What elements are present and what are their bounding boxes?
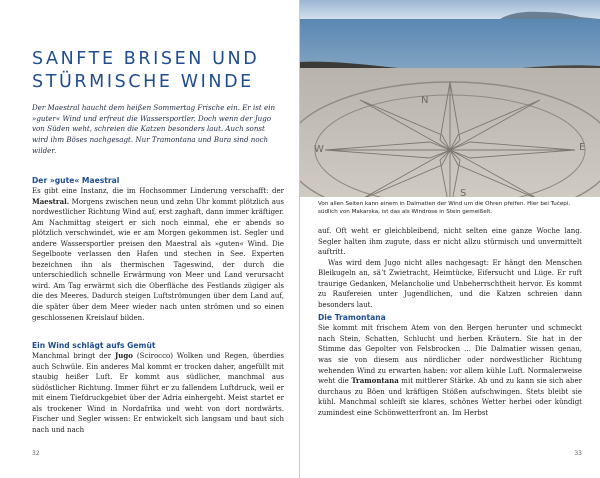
section-heading-maestral: Der »gute« Maestral: [32, 176, 120, 185]
photo-illustration: [300, 0, 600, 197]
section-body-jugo: [32, 351, 284, 435]
paragraph-jugo-sayings: Was wird dem Jugo nicht alles nachgesagt: Er hängt den Menschen Bleikugeln an, säʼt Zwietracht, Heimtücke, Eifersucht und Lüge. Er ruft traurige Gedanken, Melancholie und Unbeherrschtheit hervor. Es kommt zu Raufereien unter Jugendlichen, und die Katzen schreien dann besonders laut.: [318, 258, 582, 309]
photo-caption: Von allen Seiten kann einem in Dalmatien der Wind um die Ohren pfeifen. Hier bei Tučepi, südlich von Makarska, ist das als Windrose in Stein gemeißelt.: [318, 201, 571, 215]
compass-letter: E: [579, 142, 586, 153]
body-text: Es gibt eine Instanz, die im Hochsommer Linderung verschafft: der: [32, 187, 284, 195]
compass-letter: W: [314, 144, 324, 155]
keyword-jugo: Jugo: [115, 351, 133, 360]
page-number-left: 32: [32, 450, 40, 457]
paragraph-jugo-cont: auf. Oft weht er gleichbleibend, nicht selten eine ganze Woche lang. Segler halten ihm zugute, dass er nicht allzu stürmisch und unvermittelt auftritt.: [318, 227, 582, 257]
lead-paragraph: Der Maestral haucht dem heißen Sommertag Frische ein. Er ist ein »guter« Wind und erfreut die Wassersportler. Doch wenn der Jugo von Süden weht, schreien die Katzen besonders laut. Auch sonst wird ihm Böses nachgesagt. Nur Tramontana und Bura sind noch wilder.: [32, 103, 276, 155]
compass-letter: N: [421, 95, 429, 106]
body-text: Sie kommt mit frischem Atem von den Bergen herunter und schmeckt nach Stein, Schatten, Schlucht und herben Kräutern. Sie hat in der Stimme das Gepolter von Felsbrocken … Die Dalmatier wissen genau, was sie von diesem aus nördlicher oder nordwestlicher Richtung wehenden Wind zu erwarten haben: vor allem kühle Luft. Normalerweise weht die: [318, 324, 582, 386]
section-maestral: [32, 175, 284, 323]
page-title: SANFTE BRISEN UND STÜRMISCHE WINDE: [32, 49, 260, 92]
section-heading-tramontana: Die Tramontana: [318, 313, 386, 323]
section-body-maestral: [32, 186, 284, 323]
right-text: [318, 226, 582, 418]
wind-rose-photo: [300, 0, 600, 197]
right-page: [300, 0, 600, 478]
section-heading-jugo: Ein Wind schlägt aufs Gemüt: [32, 341, 156, 350]
keyword-tramontana: Tramontana: [351, 376, 399, 386]
body-text: Manchmal bringt der: [32, 352, 115, 360]
compass-letter: S: [460, 188, 467, 197]
body-text: (Scirocco) Wolken und Regen, überdies auch Schwüle. Ein anderes Mal kommt er trocken daher, angefüllt mit staubig heißer Luft. Er kommt aus südlicher, manchmal aus südöstlicher Richtung. Immer führt er zu fallendem Luftdruck, weil er mit einem Tiefdruckgebiet über der Adria einhergeht. Meist startet er als trockener Wind in Nordafrika und weht von dort nordwärts. Fischer und Segler wissen: Er entwickelt sich langsam und baut sich nach und nach: [32, 352, 284, 434]
section-jugo: [32, 340, 284, 435]
section-body-tramontana: [318, 323, 582, 418]
keyword-maestral: Maestral.: [32, 196, 70, 206]
page-number-right: 33: [574, 450, 582, 457]
body-text: mit mittlerer Stärke. Ab und zu kann sie sich aber durchaus zu Böen und kräftigen Stößen aufschwingen. Stets bleibt sie kühl. Manchmal schleift sie klares, schönes Wetter herbei oder kündigt zumindest eine Schönwetterfront an. Im Herbst: [318, 377, 582, 417]
body-text: Morgens zwischen neun und zehn Uhr kommt plötzlich aus nordwestlicher Richtung Wind auf, erst zaghaft, dann immer kräftiger. Am Nachmittag steigert er sich noch einmal, ehe er abends so plötzlich verschwindet, wie er am Morgen gekommen ist. Segler und andere Wassersportler preisen den Maestral als »guten« Wind. Die Segelboote verlassen den Hafen und stechen in See. Experten bezeichnen ihn als thermischen Tageswind, der durch die unterschiedlich schnelle Erwärmung von Meer und Land verursacht wird. Am Tag erwärmt sich die Oberfläche des Festlands zügiger als die des Meeres. Dadurch steigen Luftströmungen über dem Land auf, die später über dem Meer wieder nach unten strömen und so einen geschlossenen Kreislauf bilden.: [32, 197, 284, 322]
